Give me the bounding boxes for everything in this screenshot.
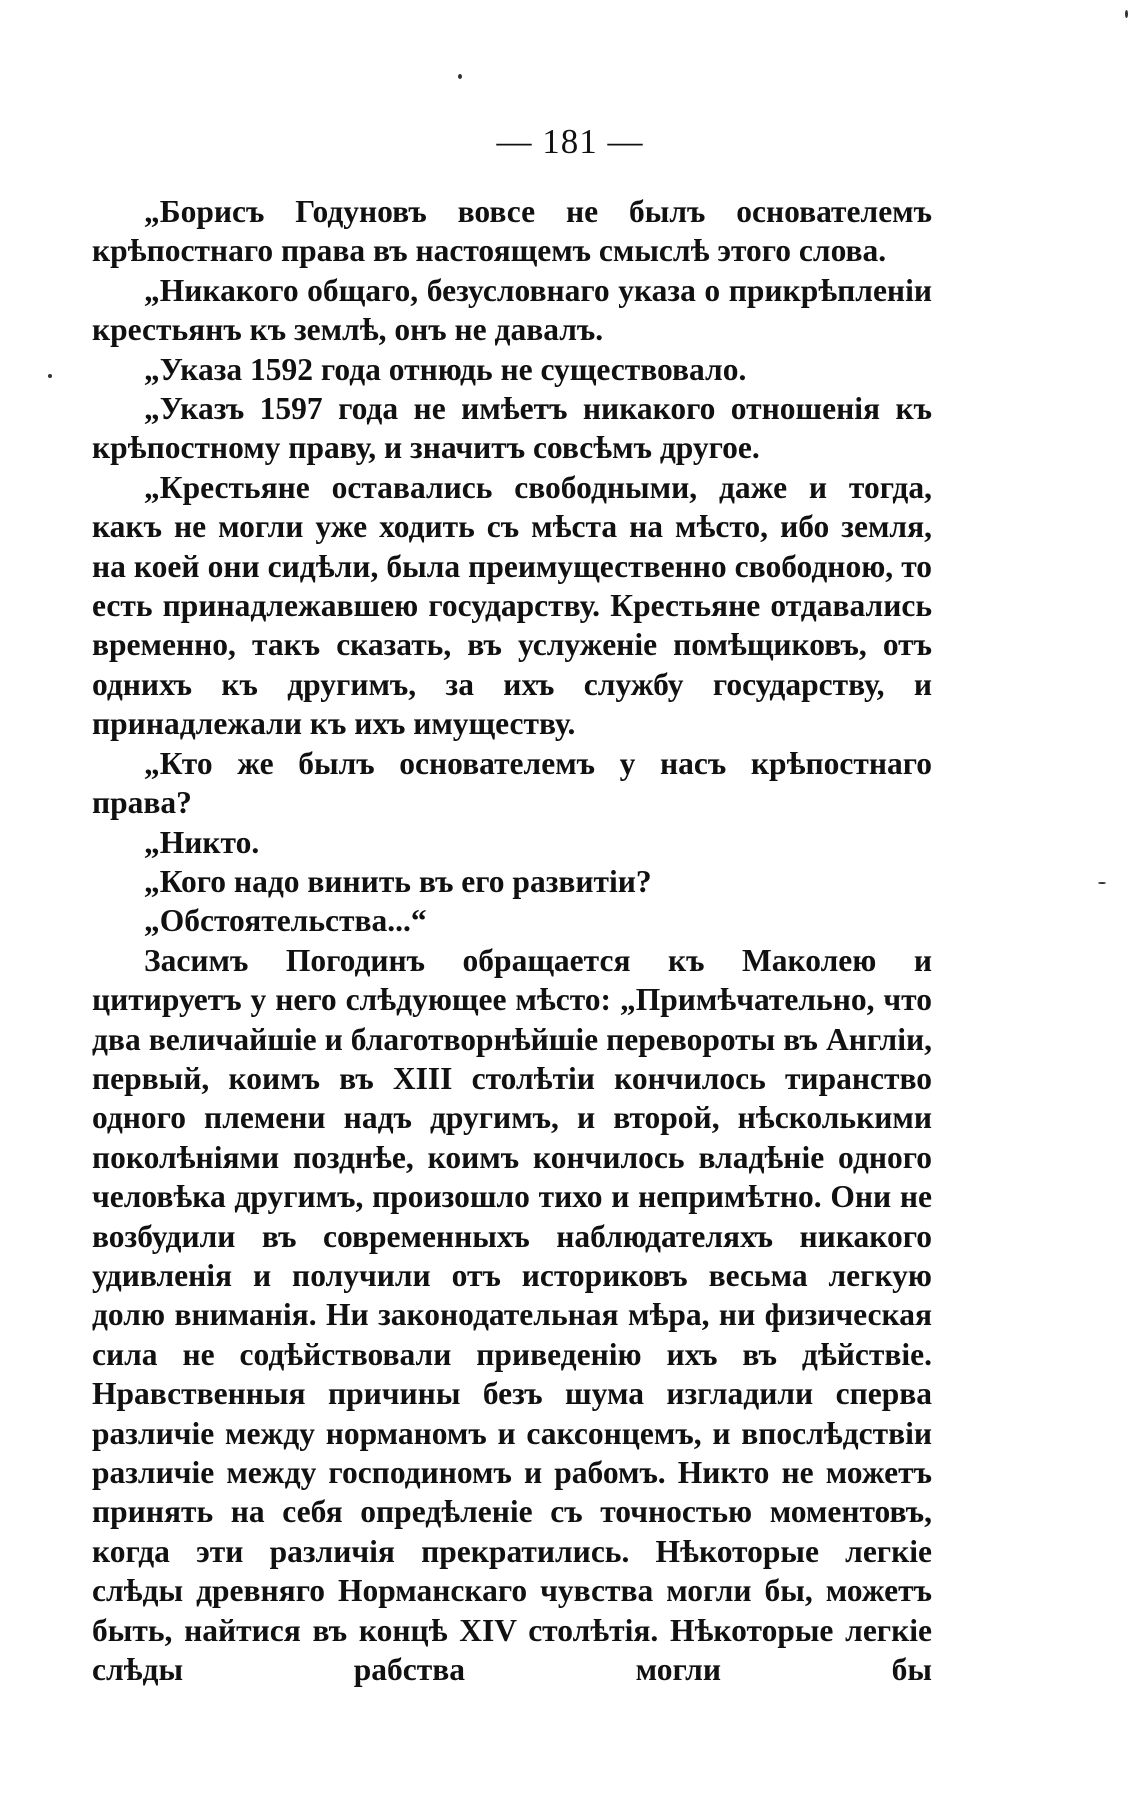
paragraph-3: „Указа 1592 года отнюдь не существовало. [144, 351, 747, 387]
body-text [92, 192, 932, 1689]
paragraph-10: Засимъ Погодинъ обращается къ Маколею и цитируетъ у него слѣдующее мѣсто: „Примѣчательно, что два величайшіе и благотворнѣйшіе перевороты въ Англіи, первый, коимъ въ XIII столѣтіи кончилось тиранство одного племени надъ другимъ, и второй, нѣсколькими поколѣніями позднѣе, коимъ кончилось владѣніе одного человѣка другимъ, произошло тихо и непримѣтно. Они не возбудили въ современныхъ наблюдателяхъ никакого удивленія и получили отъ историковъ весьма легкую долю вниманія. Ни законодательная мѣра, ни физическая сила не содѣйствовали приведенію ихъ въ дѣйствіе. Нравственныя причины безъ шума изгладили сперва различіе между норманомъ и саксонцемъ, и впослѣдствіи различіе между господиномъ и рабомъ. Никто не можетъ принять на себя опредѣленіе съ точностью моментовъ, когда эти различія прекратились. Нѣкоторые легкіе слѣды древняго Норманскаго чувства могли бы, можетъ быть, найтися въ концѣ XIV столѣтія. Нѣкоторые легкіе слѣды рабства могли бы [92, 942, 932, 1688]
scan-speck [458, 74, 462, 79]
paragraph-4: „Указъ 1597 года не имѣетъ никакого отношенія къ крѣпостному праву, и значитъ совсѣмъ другое. [92, 391, 932, 466]
paragraph-8: „Кого надо винить въ его развитіи? [144, 863, 652, 899]
page-number: — 181 — [496, 122, 644, 161]
paragraph-6: „Кто же былъ основателемъ у насъ крѣпостнаго права? [92, 745, 932, 821]
scan-speck [48, 374, 52, 378]
paragraph-2: „Никакого общаго, безусловнаго указа о прикрѣпленіи крестьянъ къ землѣ, онъ не давалъ. [92, 272, 932, 348]
scan-speck [1098, 882, 1106, 884]
scan-speck [1125, 10, 1128, 18]
paragraph-9: „Обстоятельства...“ [144, 903, 427, 939]
paragraph-7: „Никто. [144, 824, 260, 860]
paragraph-1: „Борисъ Годуновъ вовсе не былъ основателемъ крѣпостнаго права въ настоящемъ смыслѣ этого слова. [92, 194, 932, 269]
paragraph-5: „Крестьяне оставались свободными, даже и тогда, какъ не могли уже ходить съ мѣста на мѣсто, ибо земля, на коей они сидѣли, была преимущественно свободною, то есть принадлежавшею государству. Крестьяне отдавались временно, такъ сказать, въ услуженіе помѣщиковъ, отъ однихъ къ другимъ, за ихъ службу государству, и принадлежали къ ихъ имуществу. [92, 469, 932, 742]
